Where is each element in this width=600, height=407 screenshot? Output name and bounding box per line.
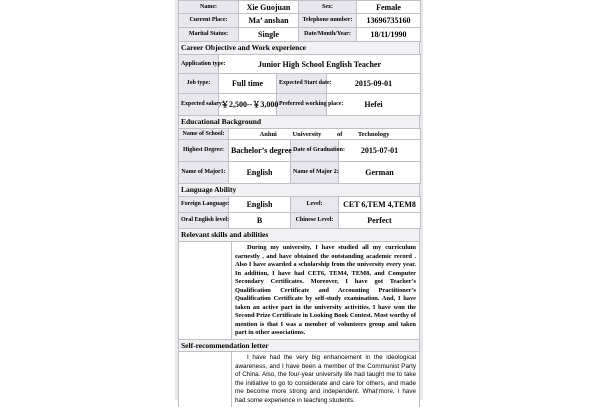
sex-value: Female bbox=[357, 1, 421, 14]
application-value: Junior High School English Teacher bbox=[219, 55, 421, 74]
chinese-level-value: Perfect bbox=[339, 213, 421, 229]
start-date-label: Expected Start date: bbox=[277, 74, 327, 94]
career-table bbox=[178, 54, 421, 116]
major1-label: Name of Major1: bbox=[179, 162, 229, 184]
level-label: Level: bbox=[291, 197, 339, 213]
recommendation-paragraph: I have had the very big enhancement in the ideological awareness, and I have been a member of the Communist Party of China. Also, the four-year university life had taught me to take the initiative to go to considerate and care for others, and made me become more strong and independent. What’more, I have had some experience in teaching students. bbox=[235, 354, 416, 404]
oral-english-value: B bbox=[229, 213, 291, 229]
language-heading: Language Ability bbox=[178, 184, 420, 196]
marital-label: Marital Status: bbox=[179, 28, 239, 42]
foreign-language-label: Foreign Language: bbox=[179, 197, 229, 213]
recommendation-gutter bbox=[179, 352, 232, 407]
oral-english-label: Oral English level: bbox=[179, 213, 229, 229]
jobtype-value: Full time bbox=[219, 74, 277, 94]
chinese-level-label: Chinese Level: bbox=[291, 213, 339, 229]
place-label: Current Place: bbox=[179, 14, 239, 28]
foreign-language-value: English bbox=[229, 197, 291, 213]
recommendation-section bbox=[178, 351, 420, 407]
marital-value: Single bbox=[239, 28, 299, 42]
dob-value: 18/11/1990 bbox=[357, 28, 421, 42]
graduation-label: Date of Graduation: bbox=[291, 140, 339, 162]
salary-label: Expected salary: bbox=[179, 94, 219, 116]
name-value: Xie Guojuan bbox=[239, 1, 299, 14]
career-heading: Career Objective and Work experience bbox=[178, 42, 420, 54]
degree-label: Highest Degree: bbox=[179, 140, 229, 162]
jobtype-label: Job type: bbox=[179, 74, 219, 94]
phone-label: Telephone number: bbox=[299, 14, 357, 28]
sex-label: Sex: bbox=[299, 1, 357, 14]
name-label: Name: bbox=[179, 1, 239, 14]
resume-sheet bbox=[178, 0, 420, 404]
skills-section bbox=[178, 241, 420, 339]
school-value: Anhui University of Technology bbox=[229, 129, 421, 140]
application-label: Application type: bbox=[179, 55, 219, 74]
level-value: CET 6,TEM 4,TEM8 bbox=[339, 197, 421, 213]
skills-heading: Relevant skills and abilities bbox=[178, 229, 420, 241]
salary-value: ￥2,500--￥3,000 bbox=[219, 94, 277, 116]
graduation-value: 2015-07-01 bbox=[339, 140, 421, 162]
school-label: Name of School: bbox=[179, 129, 229, 140]
working-place-value: Hefei bbox=[327, 94, 421, 116]
start-date-value: 2015-09-01 bbox=[327, 74, 421, 94]
place-value: Ma’ anshan bbox=[239, 14, 299, 28]
degree-value: Bachelor’s degree bbox=[229, 140, 291, 162]
skills-paragraph: During my university, I have studied all my curriculum earnestly , and have obtained the outstanding academic record . Also I have awarded a scholarship from the university every year. In addition, I have had CET6, TEM4, TEM8, and Computer Secondary Certificates. Moreover, I have got Teacher’s Qualification Certificate and Accounting Practitioner’s Qualification Certificate by self-study examination. And, I have taken an active part in the university activities. I have won the Second Prize Certificate in Looking Book Contest. Most worthy of mention is that I was a member of volunteers group and taken part in other associations. bbox=[235, 244, 416, 337]
working-place-label: Preferred working place: bbox=[277, 94, 327, 116]
skills-gutter bbox=[179, 242, 232, 339]
major1-value: English bbox=[229, 162, 291, 184]
major2-value: German bbox=[339, 162, 421, 184]
personal-info-table bbox=[178, 0, 421, 42]
education-table bbox=[178, 128, 421, 184]
education-heading: Educational Background bbox=[178, 116, 420, 128]
language-table bbox=[178, 196, 421, 229]
recommendation-heading: Self-recommendation letter bbox=[178, 339, 420, 351]
dob-label: Date/Month/Year: bbox=[299, 28, 357, 42]
phone-value: 13696735160 bbox=[357, 14, 421, 28]
major2-label: Name of Major 2: bbox=[291, 162, 339, 184]
